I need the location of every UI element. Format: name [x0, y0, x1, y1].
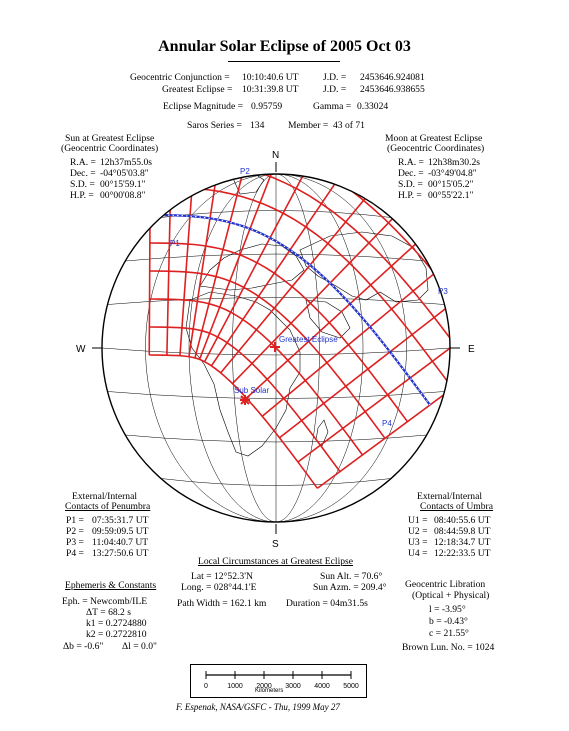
u4-row-value: 12:22:33.5 UT: [434, 548, 491, 559]
local-long: Long. = 028°44.1'E: [181, 582, 257, 593]
moon-ra-value: 12h38m30.2s: [428, 157, 480, 168]
penumbra-limit-line: [149, 355, 317, 488]
umbra-heading-1: External/Internal: [417, 491, 482, 502]
penumbra-heading-1: External/Internal: [72, 491, 137, 502]
p2-row-value: 09:59:09.5 UT: [92, 526, 149, 537]
magnitude-value: 0.95759: [251, 101, 283, 112]
moon-sd-label: S.D. =: [398, 179, 423, 190]
moon-heading: Moon at Greatest Eclipse: [385, 133, 483, 144]
ephemeris-dl: Δl = 0.0": [122, 641, 157, 652]
ephemeris-k2: k2 = 0.2722810: [86, 629, 147, 640]
moon-sd-value: 00°15'05.2": [428, 179, 474, 190]
ephemeris-dt: ΔT = 68.2 s: [86, 607, 131, 618]
moon-hp-label: H.P. =: [398, 190, 422, 201]
sun-hp-label: H.P. =: [70, 190, 94, 201]
west-label: W: [76, 344, 86, 355]
continent-outlines: [186, 172, 428, 456]
greatest-value: 10:31:39.8 UT: [242, 84, 299, 95]
libration-b: b = -0.43°: [429, 616, 468, 627]
p2-row-label: P2 =: [66, 526, 84, 537]
sun-hp-value: 00°00'08.8": [100, 190, 146, 201]
p4-row-label: P4 =: [66, 548, 84, 559]
penumbra-limit-line: [150, 243, 408, 422]
sun-sd-value: 00°15'59.1": [100, 179, 146, 190]
libration-c: c = 21.55°: [429, 628, 469, 639]
u4-row-label: U4 =: [408, 548, 428, 559]
local-heading: Local Circumstances at Greatest Eclipse: [198, 556, 354, 567]
p4-row-value: 13:27:50.6 UT: [92, 548, 149, 559]
u1-row-label: U1 =: [408, 515, 428, 526]
ephemeris-db: Δb = -0.6": [63, 641, 104, 652]
p1-row-label: P1 =: [66, 515, 84, 526]
u3-row-label: U3 =: [408, 537, 428, 548]
south-label: S: [272, 539, 279, 550]
gamma-label: Gamma =: [313, 101, 352, 112]
p1-label: P1: [170, 239, 180, 248]
libration-l: l = -3.95°: [429, 604, 466, 615]
p4-label: P4: [382, 419, 392, 428]
scale-tick-label: 1000: [227, 683, 243, 690]
u2-row-label: U2 =: [408, 526, 428, 537]
local-sun-alt: Sun Alt. = 70.6°: [320, 571, 383, 582]
greatest-jd-label: J.D. =: [323, 84, 347, 95]
hour-line: [149, 75, 151, 355]
magnitude-label: Eclipse Magnitude =: [163, 101, 244, 112]
east-label: E: [468, 344, 475, 355]
conjunction-label: Geocentric Conjunction =: [130, 72, 230, 83]
p1-row-value: 07:35:31.7 UT: [92, 515, 149, 526]
sun-dec-label: Dec. =: [70, 168, 96, 179]
member-label: Member =: [288, 120, 329, 131]
page-title: Annular Solar Eclipse of 2005 Oct 03: [158, 38, 411, 55]
u1-row-value: 08:40:55.6 UT: [434, 515, 491, 526]
sun-dec-value: -04°05'03.8": [100, 168, 149, 179]
p2-label: P2: [240, 167, 250, 176]
u3-row-value: 12:18:34.7 UT: [434, 537, 491, 548]
local-lat: Lat = 12°52.3'N: [191, 571, 253, 582]
sun-heading: Sun at Greatest Eclipse: [65, 133, 155, 144]
sub-solar-marker: [240, 395, 250, 405]
scale-tick-label: 0: [204, 683, 208, 690]
moon-subheading: (Geocentric Coordinates): [387, 143, 485, 154]
moon-hp-value: 00°55'22.1": [428, 190, 474, 201]
sub-solar-label: Sub Solar: [234, 386, 270, 395]
saros-value: 134: [250, 120, 265, 131]
ephemeris-k1: k1 = 0.2724880: [86, 618, 147, 629]
p3-row-value: 11:04:40.7 UT: [92, 537, 149, 548]
libration-heading-2: (Optical + Physical): [412, 590, 490, 601]
p3-row-label: P3 =: [66, 537, 84, 548]
gamma-value: 0.33024: [357, 101, 389, 112]
libration-brown: Brown Lun. No. = 1024: [402, 642, 495, 653]
sun-ra-value: 12h37m55.0s: [100, 157, 152, 168]
greatest-eclipse-label: Greatest Eclipse: [279, 335, 338, 344]
scale-tick-label: 5000: [343, 683, 359, 690]
scale-unit: Kilometers: [255, 688, 284, 694]
moon-ra-label: R.A. =: [398, 157, 424, 168]
sun-sd-label: S.D. =: [70, 179, 95, 190]
moon-dec-value: -03°49'04.8": [428, 168, 477, 179]
p3-label: P3: [438, 287, 448, 296]
u2-row-value: 08:44:59.8 UT: [434, 526, 491, 537]
scale-tick-label: 3000: [285, 683, 301, 690]
scale-tick-label: 2000: [256, 683, 272, 690]
north-label: N: [272, 150, 280, 161]
local-duration: Duration = 04m31.5s: [286, 598, 368, 609]
eclipse-path-grid: [149, 75, 542, 488]
greatest-label: Greatest Eclipse =: [162, 84, 233, 95]
local-path-width: Path Width = 162.1 km: [177, 598, 267, 609]
conjunction-jd-value: 2453646.924081: [360, 72, 425, 83]
conjunction-value: 10:10:40.6 UT: [242, 72, 299, 83]
local-sun-azm: Sun Azm. = 209.4°: [313, 582, 387, 593]
libration-heading-1: Geocentric Libration: [405, 579, 486, 590]
penumbra-heading-2: Contacts of Penumbra: [65, 501, 151, 512]
saros-label: Saros Series =: [187, 120, 242, 131]
sun-ra-label: R.A. =: [70, 157, 96, 168]
sun-subheading: (Geocentric Coordinates): [61, 143, 159, 154]
central-line: [150, 215, 430, 405]
conjunction-jd-label: J.D. =: [323, 72, 347, 83]
penumbra-limit-line: [150, 215, 430, 405]
penumbra-limit-line: [151, 131, 498, 355]
umbra-heading-2: Contacts of Umbra: [420, 501, 494, 512]
ephemeris-eph: Eph. = Newcomb/ILE: [62, 596, 148, 607]
central-track: [150, 215, 430, 405]
member-value: 43 of 71: [333, 120, 365, 131]
moon-dec-label: Dec. =: [398, 168, 424, 179]
credit: F. Espenak, NASA/GSFC - Thu, 1999 May 27: [176, 702, 340, 712]
central-track-dots: [150, 215, 430, 405]
ephemeris-heading: Ephemeris & Constants: [65, 580, 157, 591]
greatest-jd-value: 2453646.938655: [360, 84, 425, 95]
scale-tick-label: 4000: [314, 683, 330, 690]
